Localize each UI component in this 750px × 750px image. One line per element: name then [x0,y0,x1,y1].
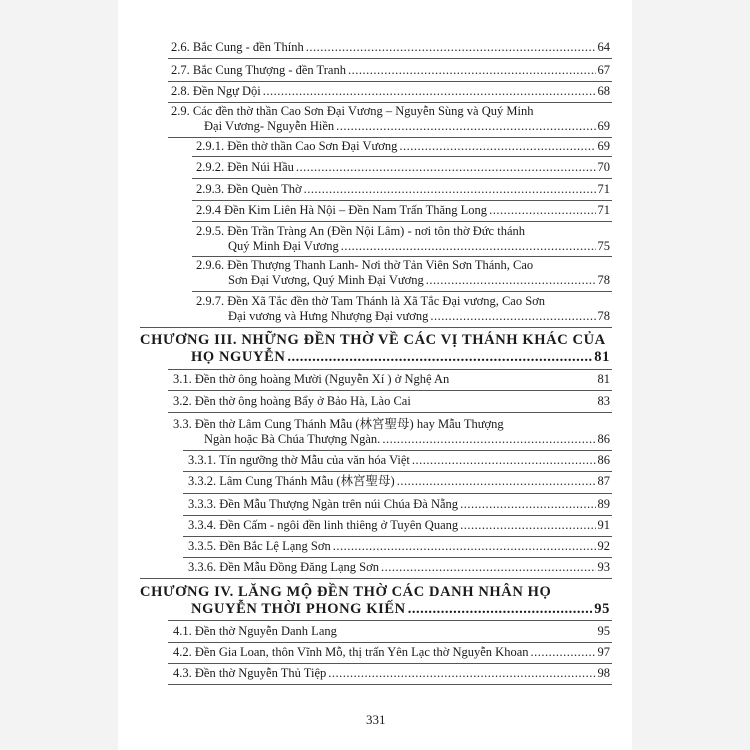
toc-entry [188,518,610,533]
toc-title: 2.8. Đền Ngự Dội [171,84,261,98]
separator-line [168,412,612,413]
toc-page: 86 [597,432,610,446]
separator-line [140,578,612,579]
toc-page: 69 [597,139,610,153]
toc-entry [171,63,610,78]
separator-line [183,557,612,558]
toc-entry [196,203,610,218]
toc-title: 2.7. Bắc Cung Thượng - đền Tranh [171,63,346,77]
separator-line [168,58,612,59]
toc-entry [173,645,610,660]
toc-entry [188,453,610,468]
toc-title: 3.3. Đền thờ Lâm Cung Thánh Mẫu (林宮聖母) hay Mẫu Thượng [173,417,504,431]
dot-leader [382,432,595,447]
toc-entry [173,666,610,681]
dot-leader [341,239,596,254]
toc-title: 2.9.3. Đền Quèn Thờ [196,182,302,196]
separator-line [140,327,612,328]
dot-leader [460,518,595,533]
separator-line [183,493,612,494]
chapter-title-cont: HỌ NGUYỄN [191,349,286,365]
toc-title: 3.3.4. Đền Cấm - ngôi đền linh thiêng ở Tuyên Quang [188,518,459,532]
toc-page: 93 [597,560,610,574]
dot-leader [304,182,596,197]
toc-page: 97 [597,645,610,659]
toc-page: 92 [597,539,610,553]
toc-page: 95 [597,624,610,638]
toc-title-cont: Đại vương và Hưng Nhượng Đại vương [228,309,429,323]
toc-page: 86 [597,453,610,467]
separator-line [168,137,612,138]
chapter-heading [140,584,610,618]
chapter-heading [140,332,610,366]
toc-title: 3.3.5. Đền Bắc Lệ Lạng Sơn [188,539,331,553]
toc-entry [196,139,610,154]
toc-title-cont: Quý Minh Đại Vương [228,239,339,253]
toc-entry [188,539,610,554]
separator-line [168,642,612,643]
separator-line [192,156,612,157]
toc-page: 67 [597,63,610,77]
toc-entry [173,417,610,447]
toc-entry [188,474,610,489]
toc-page: 87 [597,474,610,488]
toc-page: 78 [597,273,610,287]
dot-leader [412,453,596,468]
separator-line [192,291,612,292]
toc-entry [188,560,610,575]
separator-line [168,684,612,685]
toc-entry [173,394,610,409]
toc-entry [196,160,610,175]
toc-page: 75 [597,239,610,253]
toc-entry [196,182,610,197]
toc-title: 2.9.6. Đền Thượng Thanh Lanh- Nơi thờ Tản Viên Sơn Thánh, Cao [196,258,534,272]
dot-leader [348,63,596,78]
separator-line [168,102,612,103]
toc-title: 2.9.1. Đền thờ thần Cao Sơn Đại Vương [196,139,398,153]
toc-entry [196,258,610,288]
separator-line [183,471,612,472]
toc-page: 95 [594,601,610,617]
toc-title-cont: Ngàn hoặc Bà Chúa Thượng Ngàn. [204,432,381,446]
toc-page: 69 [597,119,610,133]
separator-line [192,221,612,222]
dot-leader [333,539,596,554]
dot-leader [489,203,595,218]
toc-entry [171,84,610,99]
dot-leader [381,560,596,575]
toc-title: 2.9.7. Đền Xã Tắc đền thờ Tam Thánh là Xã Tắc Đại vương, Cao Sơn [196,294,546,308]
toc-page: 83 [597,394,610,408]
toc-title: 3.2. Đền thờ ông hoàng Bẩy ở Bảo Hà, Lào Cai [173,394,411,408]
dot-leader [397,474,596,489]
toc-title: 3.3.6. Đền Mẫu Đồng Đăng Lạng Sơn [188,560,379,574]
dot-leader [460,497,595,512]
toc-page: 89 [597,497,610,511]
toc-title: 3.1. Đền thờ ông hoàng Mười (Nguyễn Xí ) ở Nghệ An [173,372,450,386]
toc-page: 81 [597,372,610,386]
toc-entry [173,372,610,387]
separator-line [168,369,612,370]
toc-page: 64 [597,40,610,54]
toc-page: 78 [597,309,610,323]
dot-leader [287,349,592,366]
toc-title: 3.3.2. Lâm Cung Thánh Mẫu (林宮聖母) [188,474,395,488]
dot-leader [408,601,593,618]
separator-line [192,200,612,201]
dot-leader [430,309,595,324]
toc-page: 71 [597,182,610,196]
toc-entry [171,40,610,55]
toc-entry [196,224,610,254]
toc-title: 4.1. Đền thờ Nguyễn Danh Lang [173,624,337,638]
separator-line [168,663,612,664]
chapter-title: CHƯƠNG III. NHỮNG ĐỀN THỜ VỀ CÁC VỊ THÁNH KHÁC CỦA [140,332,606,348]
page-number: 331 [366,712,386,727]
toc-page: 91 [597,518,610,532]
separator-line [183,450,612,451]
separator-line [192,178,612,179]
separator-line [192,256,612,257]
dot-leader [336,119,595,134]
toc-title: 2.6. Bắc Cung - đền Thính [171,40,304,54]
separator-line [168,81,612,82]
toc-page: 81 [594,349,610,365]
chapter-title-cont: NGUYỄN THỜI PHONG KIẾN [191,601,406,617]
dot-leader [399,139,595,154]
separator-line [183,536,612,537]
toc-title: 2.9.4 Đền Kim Liên Hà Nội – Đền Nam Trấn Thăng Long [196,203,488,217]
toc-title-cont: Sơn Đại Vương, Quý Minh Đại Vương [228,273,424,287]
dot-leader [531,645,596,660]
toc-title: 2.9.5. Đền Trần Tràng An (Đền Nội Lâm) - nơi tôn thờ Đức thánh [196,224,526,238]
dot-leader [263,84,596,99]
dot-leader [426,273,596,288]
dot-leader [328,666,595,681]
toc-entry [173,624,610,639]
dot-leader [306,40,596,55]
toc-title: 4.3. Đền thờ Nguyễn Thủ Tiệp [173,666,327,680]
chapter-title: CHƯƠNG IV. LĂNG MỘ ĐỀN THỜ CÁC DANH NHÂN HỌ [140,584,552,600]
toc-page: 98 [597,666,610,680]
toc-entry [188,497,610,512]
toc-title: 4.2. Đền Gia Loan, thôn Vĩnh Mỗ, thị trấn Yên Lạc thờ Nguyễn Khoan [173,645,529,659]
toc-title: 2.9.2. Đền Núi Hầu [196,160,294,174]
toc-title: 3.3.3. Đền Mẫu Thượng Ngàn trên núi Chúa Đà Nẵng [188,497,459,511]
toc-page: 70 [597,160,610,174]
toc-entry [196,294,610,324]
dot-leader [296,160,596,175]
separator-line [168,390,612,391]
toc-entry [171,104,610,134]
separator-line [183,515,612,516]
toc-title: 2.9. Các đền thờ thần Cao Sơn Đại Vương – Nguyễn Sùng và Quý Minh [171,104,534,118]
toc-page: 68 [597,84,610,98]
toc-page: 71 [597,203,610,217]
toc-title: 3.3.1. Tín ngưỡng thờ Mẫu của văn hóa Việt [188,453,410,467]
toc-title-cont: Đại Vương- Nguyễn Hiền [204,119,335,133]
separator-line [168,620,612,621]
